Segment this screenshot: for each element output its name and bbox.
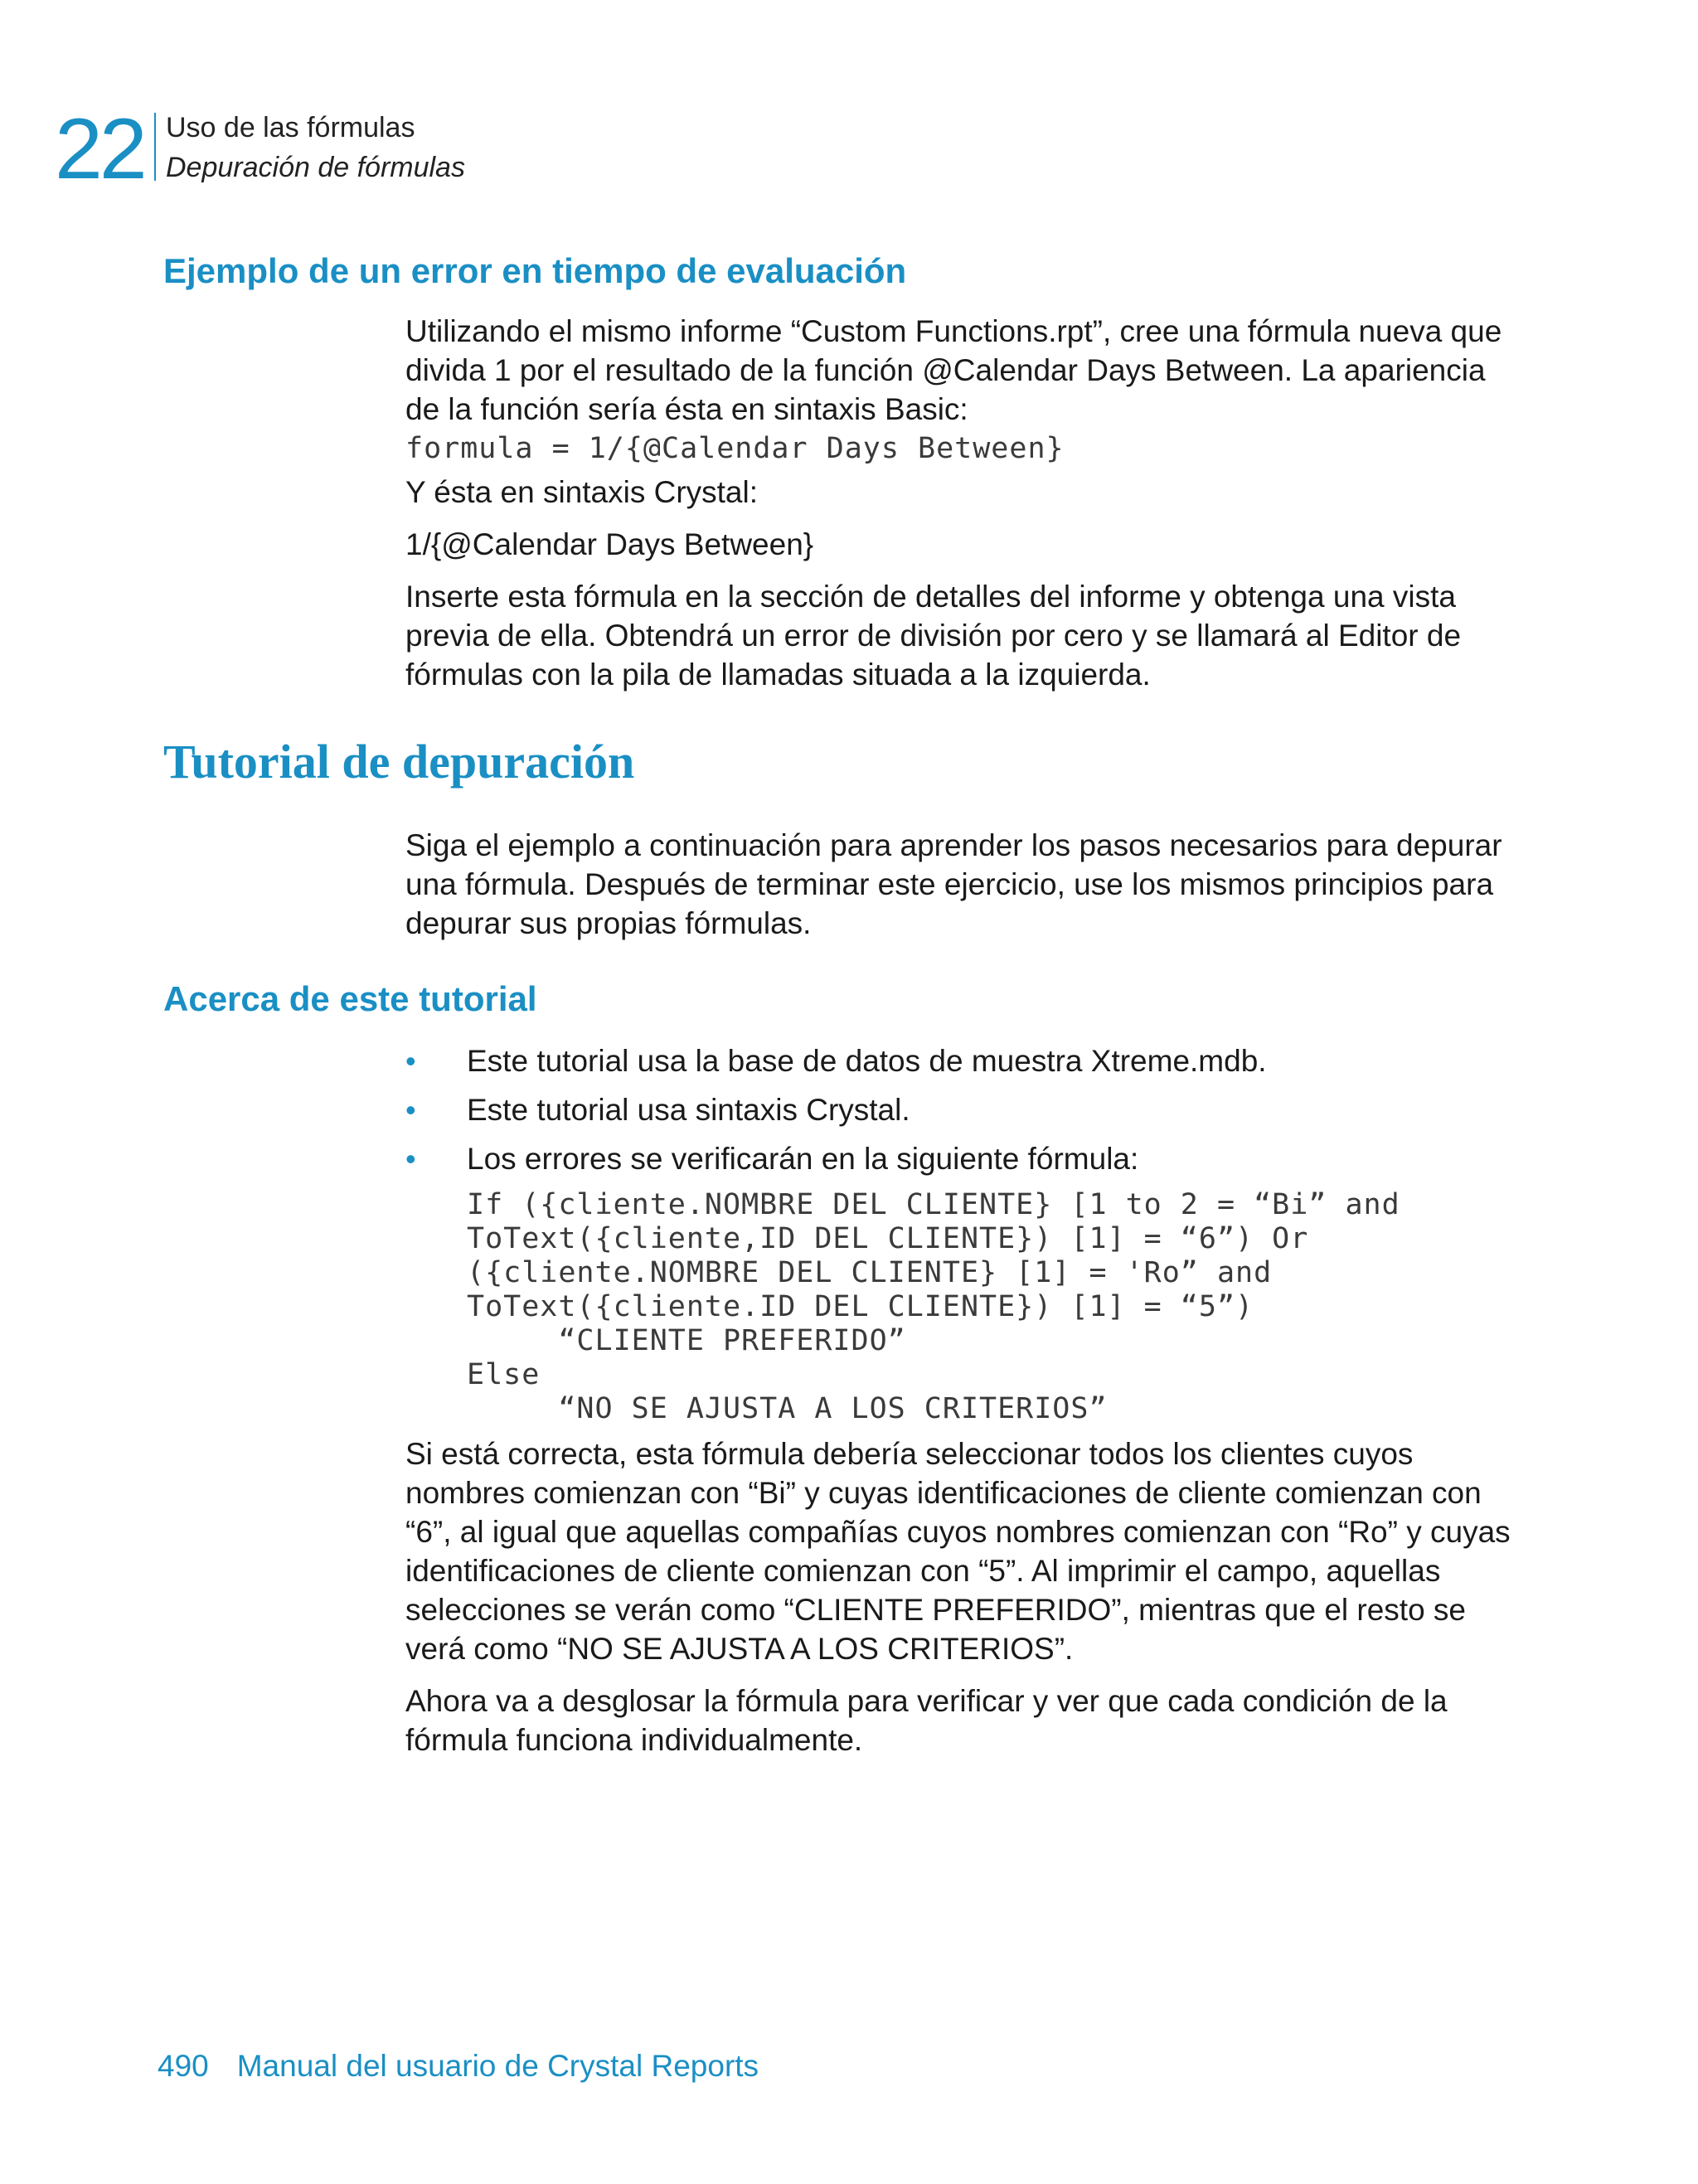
section1-paragraph-3: Inserte esta fórmula en la sección de detalles del informe y obtenga una vista previa de ella. Obtendrá un error de división por cero y se llamará al Editor de fórmulas con la pila de llamadas situada a la izquierda. bbox=[405, 580, 1462, 692]
section-heading-about-tutorial: Acerca de este tutorial bbox=[163, 979, 537, 1018]
section2-paragraph-1: Si está correcta, esta fórmula debería seleccionar todos los clientes cuyos nombres comienzan con “Bi” y cuyas identificaciones de cliente comienzan con “6”, al igual que aquellas compañías cuyos nombres comienzan con “Ro” y cuyas identificaciones de cliente comienzan con “5”. Al imprimir el campo, aquellas selecciones se verán como “CLIENTE PREFERIDO”, mientras que el resto se verá como “NO SE AJUSTA A LOS CRITERIOS”. bbox=[405, 1437, 1511, 1666]
section1-paragraph-1: Utilizando el mismo informe “Custom Functions.rpt”, cree una fórmula nueva que divida 1 por el resultado de la función @Calendar Days Between. La apariencia de la función sería ésta en sintaxis Basic: bbox=[405, 314, 1502, 426]
manual-title: Manual del usuario de Crystal Reports bbox=[236, 2049, 759, 2083]
chapter-title: Uso de las fórmulas bbox=[166, 112, 415, 143]
tutorial-intro-paragraph: Siga el ejemplo a continuación para aprender los pasos necesarios para depurar una fórmula. Después de terminar este ejercicio, use los mismos principios para depurar sus propias fórmulas. bbox=[405, 828, 1502, 940]
chapter-number: 22 bbox=[55, 101, 144, 197]
list-item bbox=[405, 1139, 1516, 1178]
code-basic-syntax: formula = 1/{@Calendar Days Between} bbox=[405, 432, 1065, 465]
section2-paragraph-2: Ahora va a desglosar la fórmula para verificar y ver que cada condición de la fórmula funciona individualmente. bbox=[405, 1684, 1448, 1757]
heading-debug-tutorial: Tutorial de depuración bbox=[163, 735, 635, 789]
list-item bbox=[405, 1041, 1516, 1080]
bullet-icon: • bbox=[405, 1093, 416, 1127]
section1-body bbox=[405, 312, 1516, 694]
code-formula-block: If ({cliente.NOMBRE DEL CLIENTE} [1 to 2 = “Bi” and ToText({cliente,ID DEL CLIENTE}) [1] = “6”) Or ({cliente.NOMBRE DEL CLIENTE} [1] = 'Ro” and ToText({cliente.ID DEL CLIENTE}) [1] = “5”) “CLIENTE PREFERIDO” Else “NO SE AJUSTA A LOS CRITERIOS” bbox=[467, 1188, 1400, 1425]
section2-body bbox=[405, 1041, 1516, 1759]
section-title: Depuración de fórmulas bbox=[166, 152, 465, 183]
page-footer bbox=[158, 2048, 759, 2085]
bullet-icon: • bbox=[405, 1142, 416, 1176]
page-number: 490 bbox=[158, 2049, 209, 2083]
list-item bbox=[405, 1090, 1516, 1129]
section-heading-error-example: Ejemplo de un error en tiempo de evaluación bbox=[163, 251, 907, 290]
bullet-text: Este tutorial usa sintaxis Crystal. bbox=[467, 1093, 910, 1127]
bullet-icon: • bbox=[405, 1044, 416, 1078]
tutorial-intro-body bbox=[405, 826, 1516, 943]
header-divider bbox=[154, 113, 156, 181]
bullet-text: Los errores se verificarán en la siguiente fórmula: bbox=[467, 1142, 1139, 1176]
tutorial-bullet-list bbox=[405, 1041, 1516, 1178]
code-crystal-syntax: 1/{@Calendar Days Between} bbox=[405, 527, 814, 561]
section1-paragraph-2: Y ésta en sintaxis Crystal: bbox=[405, 475, 758, 509]
bullet-text: Este tutorial usa la base de datos de muestra Xtreme.mdb. bbox=[467, 1044, 1267, 1078]
